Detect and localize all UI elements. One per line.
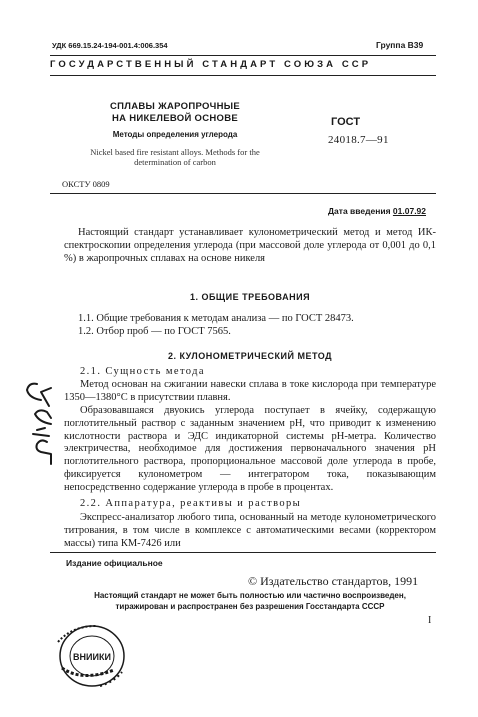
document-title bbox=[85, 101, 265, 125]
effective-date-value: 01.07.92 bbox=[392, 206, 427, 216]
reproduction-notice bbox=[64, 591, 436, 612]
title-line-2: НА НИКЕЛЕВОЙ ОСНОВЕ bbox=[111, 113, 239, 124]
english-title bbox=[62, 147, 288, 167]
reproduction-notice-line-1: Настоящий стандарт не может быть полностью или частично воспроизведен, bbox=[94, 591, 406, 600]
apparatus-paragraph: Экспресс-анализатор любого типа, основанный на методе кулонометрического титрования, в том числе в комплексе с автоматическими весами (корректором массы) типа КМ-7426 или bbox=[64, 512, 436, 549]
section-2-heading: 2. КУЛОНОМЕТРИЧЕСКИЙ МЕТОД bbox=[167, 351, 333, 361]
section-1-item-2: 1.2. Отбор проб — по ГОСТ 7565. bbox=[78, 326, 231, 337]
effective-date bbox=[328, 206, 426, 216]
effective-date-label: Дата введения bbox=[328, 206, 391, 216]
principle-paragraph: Образовавшаяся двуокись углерода поступает в ячейку, содержащую поглотительный раствор с заданным значением рН, что приводит к изменению кислотности раствора и ЭДС индикаторной системы рН-метра. Количество электричества, необходимое для достижения первоначального значения рН поглотительного раствора, пропорциональное массовой доле углерода в пробе, фиксируется кулонометром — интегратором тока, показывающим непосредственно содержание углерода в пробе в процентах. bbox=[64, 405, 436, 493]
document-subtitle: Методы определения углерода bbox=[112, 130, 238, 139]
title-line-1: СПЛАВЫ ЖАРОПРОЧНЫЕ bbox=[109, 101, 241, 112]
subsection-2-1-heading: 2.1. Сущность метода bbox=[80, 366, 205, 377]
handwritten-registration-mark bbox=[21, 378, 57, 468]
reproduction-notice-line-2: тиражирован и распространен без разрешения Госстандарта СССР bbox=[115, 601, 385, 611]
copyright: © Издательство стандартов, 1991 bbox=[248, 574, 419, 588]
subsection-2-2-heading: 2.2. Аппаратура, реактивы и растворы bbox=[80, 498, 302, 509]
section-1-heading: 1. ОБЩИЕ ТРЕБОВАНИЯ bbox=[189, 292, 311, 302]
page-number: I bbox=[428, 615, 432, 626]
english-title-line-1: Nickel based fire resistant alloys. Methods for the bbox=[90, 147, 260, 157]
section-1-item-1: 1.1. Общие требования к методам анализа — по ГОСТ 28473. bbox=[78, 313, 354, 324]
gost-label: ГОСТ bbox=[331, 116, 361, 128]
intro-paragraph: Настоящий стандарт устанавливает кулонометрический метод и метод ИК-спектроскопии определения углерода (при массовой доле углерода от 0,001 до 0,1 %) в жаропрочных сплавах на основе никеля bbox=[64, 227, 436, 264]
footer-rule bbox=[50, 552, 436, 553]
english-title-line-2: determination of carbon bbox=[134, 157, 216, 167]
official-edition: Издание официальное bbox=[66, 558, 163, 568]
state-standard-banner: ГОСУДАРСТВЕННЫЙ СТАНДАРТ СОЮЗА ССР bbox=[50, 59, 372, 70]
gost-number: 24018.7—91 bbox=[328, 134, 389, 146]
okstu-code: ОКСТУ 0809 bbox=[62, 179, 110, 189]
group-code: Группа В39 bbox=[376, 40, 424, 50]
banner-rule bbox=[50, 75, 436, 76]
top-rule bbox=[50, 55, 436, 56]
method-paragraph: Метод основан на сжигании навески сплава в токе кислорода при температуре 1350—1380°С в присутствии плавня. bbox=[64, 379, 436, 403]
udk-code: УДК 669.15.24-194-001.4:006.354 bbox=[52, 41, 168, 50]
institute-stamp bbox=[52, 620, 128, 692]
stamp-lettering: ВНИИКИ bbox=[73, 652, 111, 662]
okstu-rule bbox=[50, 193, 436, 194]
